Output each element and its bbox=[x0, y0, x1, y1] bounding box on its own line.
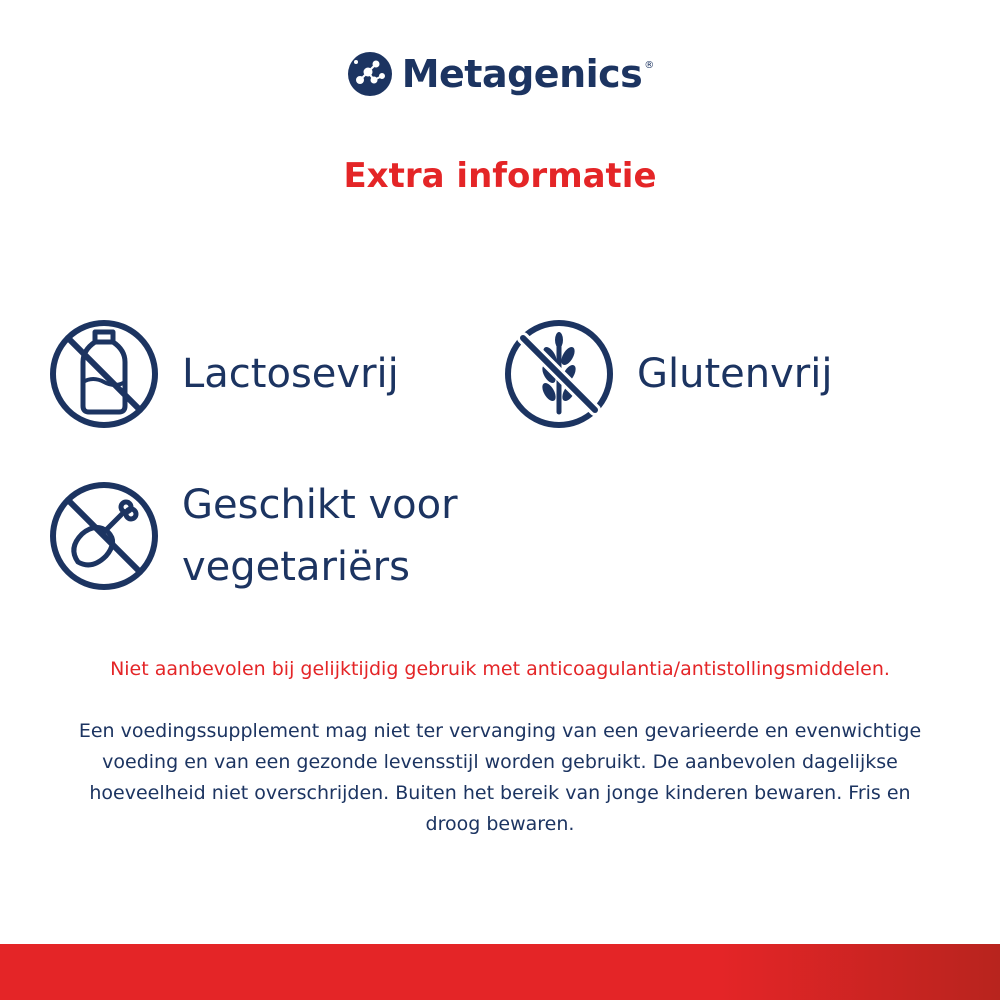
no-milk-bottle-icon bbox=[48, 318, 160, 430]
registered-mark: ® bbox=[644, 60, 655, 71]
feature-lactose-free bbox=[48, 318, 399, 430]
page-title: Extra informatie bbox=[343, 156, 657, 196]
footer-bar bbox=[0, 944, 1000, 1000]
feature-label: Lactosevrij bbox=[182, 351, 399, 397]
feature-label: Geschikt voor vegetariërs bbox=[182, 482, 458, 590]
supplement-notice: Een voedingssupplement mag niet ter vervanging van een gevarieerde en evenwichtige voeding en van een gezonde levensstijl worden gebruikt. De aanbevolen dagelijkse hoeveelheid niet overschrijden. Buiten het bereik van jonge kinderen bewaren. Fris en droog bewaren. bbox=[78, 720, 922, 835]
molecule-logo-icon bbox=[346, 50, 394, 98]
feature-vegetarian bbox=[48, 474, 502, 598]
brand-name: Metagenics bbox=[401, 52, 643, 96]
feature-label: Glutenvrij bbox=[637, 351, 833, 397]
feature-gluten-free bbox=[503, 318, 832, 430]
no-meat-icon bbox=[48, 480, 160, 592]
brand-logo bbox=[0, 50, 1000, 98]
no-wheat-icon bbox=[503, 318, 615, 430]
anticoagulant-warning: Niet aanbevolen bij gelijktijdig gebruik met anticoagulantia/antistollingsmiddelen. bbox=[110, 658, 890, 680]
